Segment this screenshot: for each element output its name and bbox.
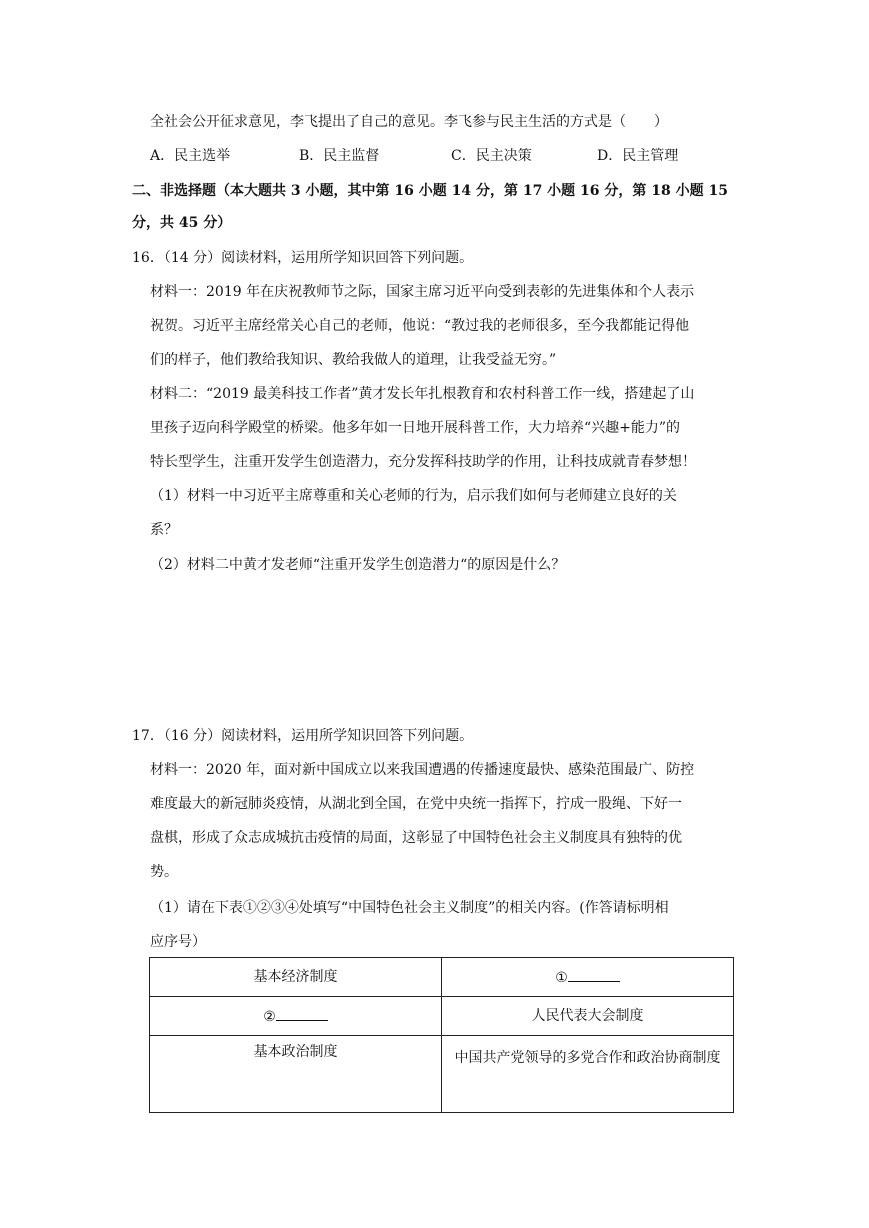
- cell-blank-1: ①: [442, 958, 734, 997]
- section2-heading-line2: 分，共 45 分）: [132, 215, 232, 231]
- q15-option-b: B．民主监督: [299, 148, 380, 164]
- q17-material1-line3: 盘棋，形成了众志成城抗击疫情的局面，这彰显了中国特色社会主义制度具有独特的优: [150, 830, 682, 846]
- q16-subq2: （2）材料二中黄才发老师“注重开发学生创造潜力“的原因是什么？: [150, 557, 566, 573]
- q16-subq1-line1: （1）材料一中习近平主席尊重和关心老师的行为，启示我们如何与老师建立良好的关: [150, 488, 677, 504]
- q16-subq1-line2: 系？: [150, 522, 178, 538]
- q17-material1-line2: 难度最大的新冠肺炎疫情，从湖北到全国，在党中央统一指挥下，拧成一股绳、下好一: [150, 796, 682, 812]
- cell-blank-2: ②: [150, 997, 442, 1036]
- q16-heading: 16．（14 分）阅读材料，运用所学知识回答下列问题。: [132, 250, 474, 266]
- cell-peoples-congress-system: 人民代表大会制度: [442, 997, 734, 1036]
- q17-material1-line1: 材料一：2020 年，面对新中国成立以来我国遭遇的传播速度最快、感染范围最广、防控: [150, 762, 695, 778]
- cell-basic-political-system: 基本政治制度: [150, 1036, 442, 1113]
- socialist-system-table: [149, 957, 734, 1113]
- q15-option-a: A．民主选举: [150, 148, 231, 164]
- q17-material1-line4: 势。: [150, 864, 178, 880]
- q16-material1-line1: 材料一：2019 年在庆祝教师节之际，国家主席习近平向受到表彰的先进集体和个人表示: [150, 284, 695, 300]
- q16-material1-line2: 祝贺。习近平主席经常关心自己的老师，他说：“教过我的老师很多，至今我都能记得他: [150, 318, 690, 334]
- section2-heading-line1: 二、非选择题（本大题共 3 小题，其中第 16 小题 14 分，第 17 小题 16 分，第 18 小题 15: [132, 183, 728, 199]
- q15-option-c: C．民主决策: [451, 148, 532, 164]
- q17-subq1-line2: 应序号）: [150, 934, 206, 950]
- q17-subq1-line1: （1）请在下表①②③④处填写“中国特色社会主义制度”的相关内容。(作答请标明相: [150, 900, 669, 916]
- answer-blank-2: [276, 1006, 328, 1021]
- q16-material1-line3: 们的样子，他们教给我知识、教给我做人的道理，让我受益无穷。”: [150, 352, 557, 368]
- q15-stem-tail: 全社会公开征求意见，李飞提出了自己的意见。李飞参与民主生活的方式是（ ）: [150, 114, 668, 130]
- answer-blank-1: [568, 967, 620, 982]
- q17-heading: 17．（16 分）阅读材料，运用所学知识回答下列问题。: [132, 728, 474, 744]
- q16-material2-line2: 里孩子迈向科学殿堂的桥梁。他多年如一日地开展科普工作，大力培养“兴趣+能力”的: [150, 420, 681, 436]
- q16-material2-line1: 材料二：“2019 最美科技工作者”黄才发长年扎根教育和农村科普工作一线，搭建起了山: [150, 386, 695, 402]
- q15-option-d: D．民主管理: [597, 148, 679, 164]
- q16-material2-line3: 特长型学生，注重开发学生创造潜力，充分发挥科技助学的作用，让科技成就青春梦想！: [150, 454, 696, 470]
- cell-multiparty-cooperation-system: 中国共产党领导的多党合作和政治协商制度: [442, 1036, 734, 1113]
- cell-basic-economic-system: 基本经济制度: [150, 958, 442, 997]
